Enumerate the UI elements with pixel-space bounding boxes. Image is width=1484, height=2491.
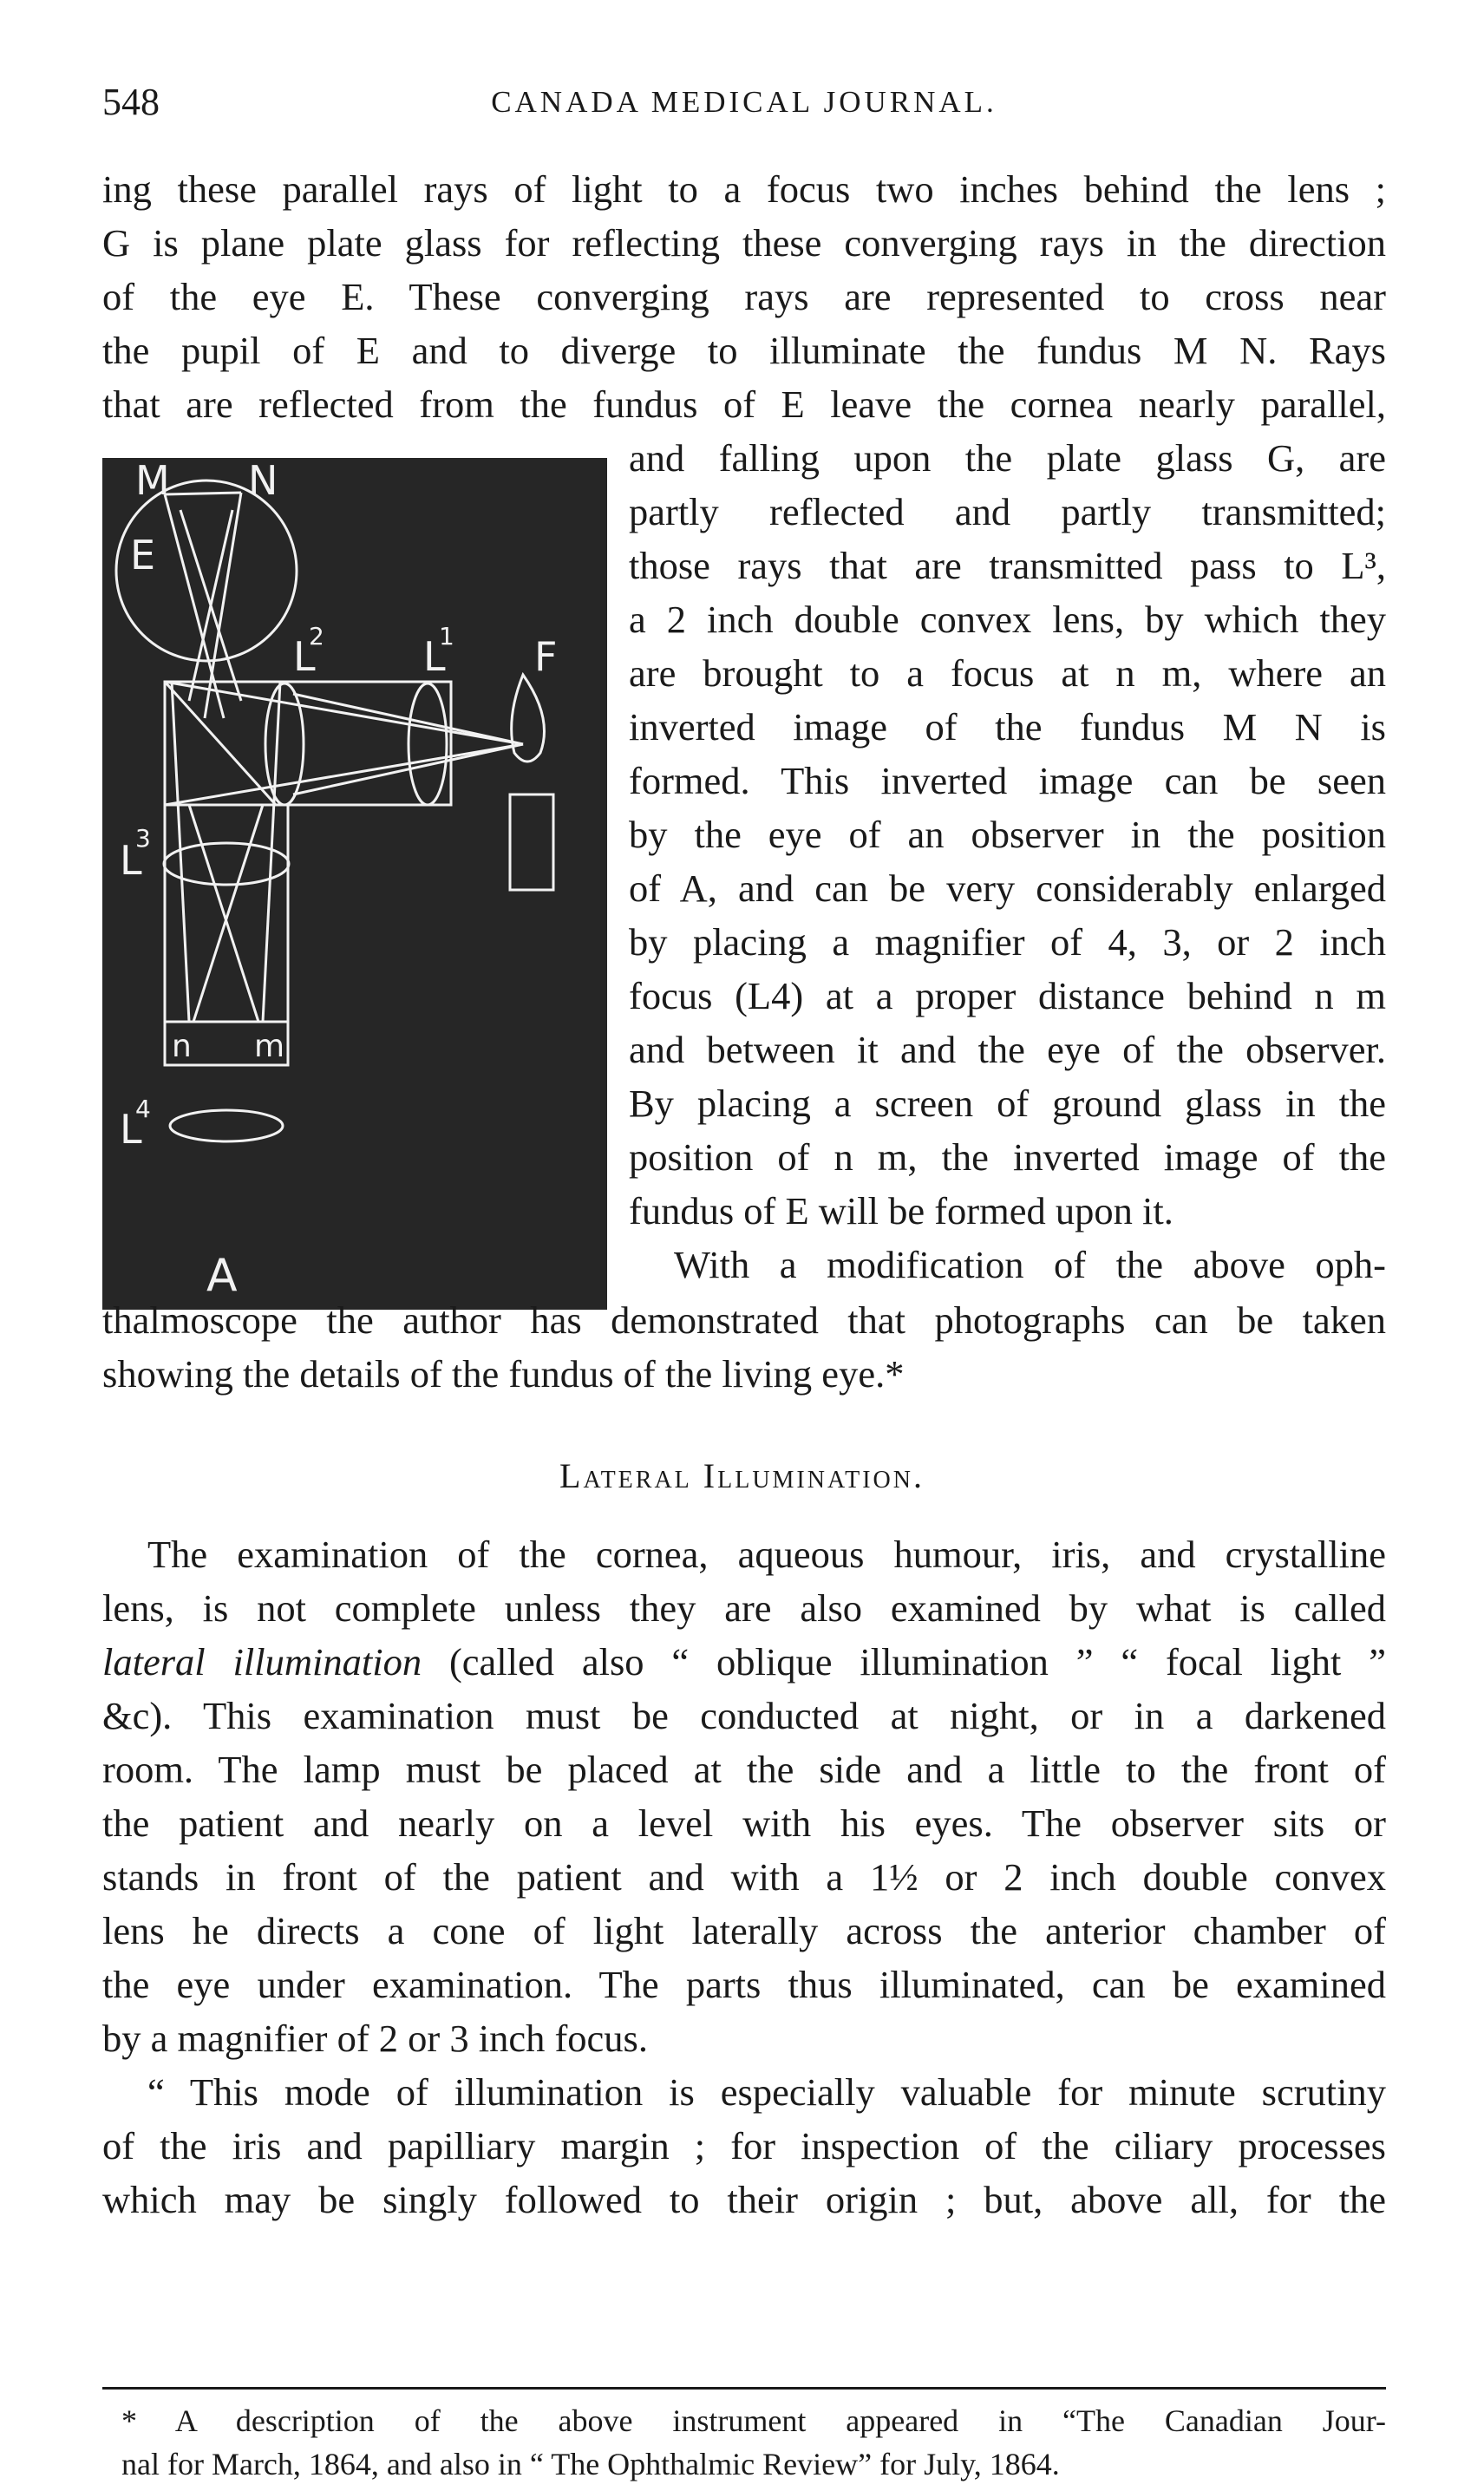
- footnote-rule: [102, 2387, 1386, 2390]
- body-line: ing these parallel rays of light to a focus two inches behind the lens ;: [102, 167, 1386, 211]
- label-L3-sup: 3: [135, 824, 151, 853]
- label-L2-sup: 2: [309, 622, 324, 651]
- italic-term: lateral illumination: [102, 1640, 422, 1684]
- body-line: the patient and nearly on a level with his eyes. The observer sits or: [102, 1801, 1386, 1845]
- footnote-line: nal for March, 1864, and also in “ The Ophthalmic Review” for July, 1864.: [121, 2447, 1060, 2481]
- body-line: room. The lamp must be placed at the side and a little to the front of: [102, 1748, 1386, 1791]
- body-line: and falling upon the plate glass G, are: [629, 436, 1386, 480]
- label-L4-sup: 4: [135, 1095, 151, 1123]
- body-line: By placing a screen of ground glass in the: [629, 1082, 1386, 1125]
- body-line: partly reflected and partly transmitted;: [629, 490, 1386, 533]
- label-L2: L: [293, 633, 316, 680]
- label-L4: L: [120, 1106, 142, 1153]
- body-line: the pupil of E and to diverge to illuminate the fundus M N. Rays: [102, 329, 1386, 372]
- body-line: formed. This inverted image can be seen: [629, 759, 1386, 802]
- label-M: M: [135, 458, 170, 504]
- body-line: focus (L4) at a proper distance behind n m: [629, 974, 1386, 1017]
- body-line: “ This mode of illumination is especially valuable for minute scrutiny: [147, 2070, 1386, 2114]
- label-L1-sup: 1: [439, 622, 454, 651]
- body-line: lens, is not complete unless they are also examined by what is called: [102, 1586, 1386, 1630]
- page-header: [102, 80, 1386, 132]
- body-line: With a modification of the above oph-: [674, 1243, 1386, 1286]
- diagram-drawing: [102, 458, 607, 1310]
- body-line: are brought to a focus at n m, where an: [629, 651, 1386, 695]
- body-line: by the eye of an observer in the position: [629, 813, 1386, 856]
- body-line: position of n m, the inverted image of the: [629, 1135, 1386, 1179]
- body-line: by placing a magnifier of 4, 3, or 2 inch: [629, 920, 1386, 964]
- body-line: lens he directs a cone of light laterally across the anterior chamber of: [102, 1909, 1386, 1952]
- body-line: showing the details of the fundus of the living eye.*: [102, 1352, 905, 1396]
- ophthalmoscope-diagram: [102, 458, 607, 1310]
- label-E: E: [130, 532, 156, 579]
- body-line: of the iris and papilliary margin ; for inspection of the ciliary processes: [102, 2124, 1386, 2167]
- body-line: the eye under examination. The parts thus illuminated, can be examined: [102, 1963, 1386, 2006]
- label-A: A: [206, 1250, 238, 1302]
- body-line: The examination of the cornea, aqueous humour, iris, and crystalline: [147, 1533, 1386, 1576]
- body-line: which may be singly followed to their origin ; but, above all, for the: [102, 2178, 1386, 2221]
- label-L1: L: [423, 633, 446, 680]
- body-line: fundus of E will be formed upon it.: [629, 1189, 1173, 1232]
- label-m: m: [254, 1029, 285, 1064]
- body-line: thalmoscope the author has demonstrated that photographs can be taken: [102, 1298, 1386, 1342]
- label-F: F: [534, 633, 558, 680]
- body-line: a 2 inch double convex lens, by which they: [629, 598, 1386, 641]
- body-line: G is plane plate glass for reflecting these converging rays in the direction: [102, 221, 1386, 265]
- body-line: of the eye E. These converging rays are represented to cross near: [102, 275, 1386, 318]
- label-L3: L: [120, 837, 142, 884]
- label-n: n: [172, 1029, 192, 1064]
- body-line: &c). This examination must be conducted at night, or in a darkened: [102, 1694, 1386, 1737]
- body-line: those rays that are transmitted pass to L³,: [629, 544, 1386, 587]
- page-number: 548: [102, 81, 160, 123]
- body-line: that are reflected from the fundus of E leave the cornea nearly parallel,: [102, 382, 1386, 426]
- body-line: and between it and the eye of the observer.: [629, 1028, 1386, 1071]
- body-line-italic-phrase: lateral illumination (called also “ oblique illumination ” “ focal light ”: [102, 1640, 1386, 1684]
- running-head: CANADA MEDICAL JOURNAL.: [491, 85, 997, 119]
- body-line: of A, and can be very considerably enlarged: [629, 866, 1386, 910]
- label-N: N: [248, 458, 278, 504]
- footnote-line: * A description of the above instrument appeared in “The Canadian Jour-: [121, 2403, 1386, 2438]
- body-line: inverted image of the fundus M N is: [629, 705, 1386, 749]
- body-line: by a magnifier of 2 or 3 inch focus.: [102, 2017, 648, 2060]
- body-line: stands in front of the patient and with a 1½ or 2 inch double convex: [102, 1855, 1386, 1899]
- section-heading: Lateral Illumination.: [559, 1456, 925, 1495]
